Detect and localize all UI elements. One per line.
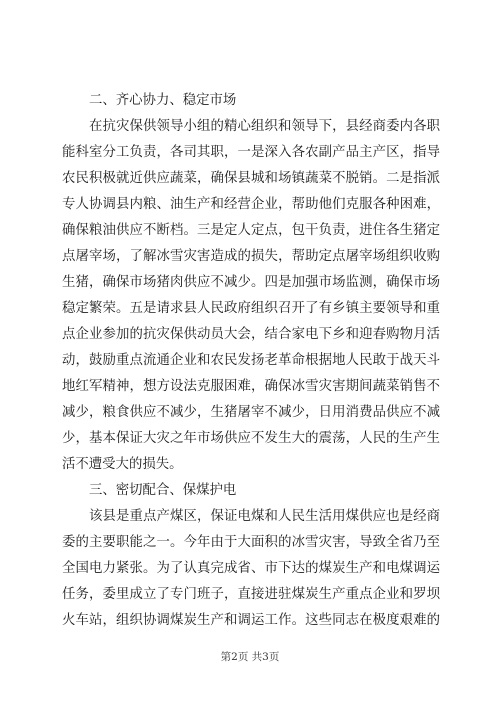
paragraph-line: 减少，粮食供应不减少，生猪屠宰不减少，日用消费品供应不减	[62, 405, 440, 420]
page-number-footer: 第2页 共3页	[220, 651, 280, 663]
paragraph-line: 稳定繁荣。五是请求县人民政府组织召开了有乡镇主要领导和重	[62, 301, 440, 316]
paragraph-line: 点屠宰场，了解冰雪灾害造成的损失，帮助定点屠宰场组织收购	[62, 249, 440, 264]
paragraph-line: 确保粮油供应不断档。三是定人定点，包干负责，进住各生猪定	[62, 223, 440, 238]
paragraph-line: 在抗灾保供领导小组的精心组织和领导下，县经商委内各职	[89, 119, 440, 134]
paragraph-line: 农民积极就近供应蔬菜，确保县城和场镇蔬菜不脱销。二是指派	[62, 171, 440, 186]
paragraph-line: 活不遭受大的损失。	[62, 457, 183, 472]
paragraph-line: 能科室分工负责，各司其职，一是深入各农副产品主产区，指导	[62, 145, 440, 160]
paragraph-line: 委的主要职能之一。今年由于大面积的冰雪灾害，导致全省乃至	[62, 535, 440, 550]
paragraph-line: 少，基本保证大灾之年市场供应不发生大的震荡，人民的生产生	[62, 431, 440, 446]
section-heading: 三、密切配合、保煤护电	[89, 483, 237, 498]
paragraph-line: 地红军精神，想方设法克服困难，确保冰雪灾害期间蔬菜销售不	[62, 379, 440, 394]
paragraph-line: 任务，委里成立了专门班子，直接进驻煤炭生产重点企业和罗坝	[62, 587, 440, 602]
paragraph-line: 点企业参加的抗灾保供动员大会，结合家电下乡和迎春购物月活	[62, 327, 440, 342]
paragraph-line: 动，鼓励重点流通企业和农民发扬老革命根据地人民敢于战天斗	[62, 353, 440, 368]
paragraph-line: 火车站，组织协调煤炭生产和调运工作。这些同志在极度艰难的	[62, 613, 440, 628]
paragraph-line: 生猪，确保市场猪肉供应不减少。四是加强市场监测，确保市场	[62, 275, 440, 290]
paragraph-line: 专人协调县内粮、油生产和经营企业，帮助他们克服各种困难，	[62, 197, 440, 212]
paragraph-line: 全国电力紧张。为了认真完成省、市下达的煤炭生产和电煤调运	[62, 561, 440, 576]
paragraph-line: 该县是重点产煤区，保证电煤和人民生活用煤供应也是经商	[89, 509, 440, 524]
document-body	[62, 88, 440, 634]
section-heading: 二、齐心协力、稳定市场	[89, 93, 237, 108]
